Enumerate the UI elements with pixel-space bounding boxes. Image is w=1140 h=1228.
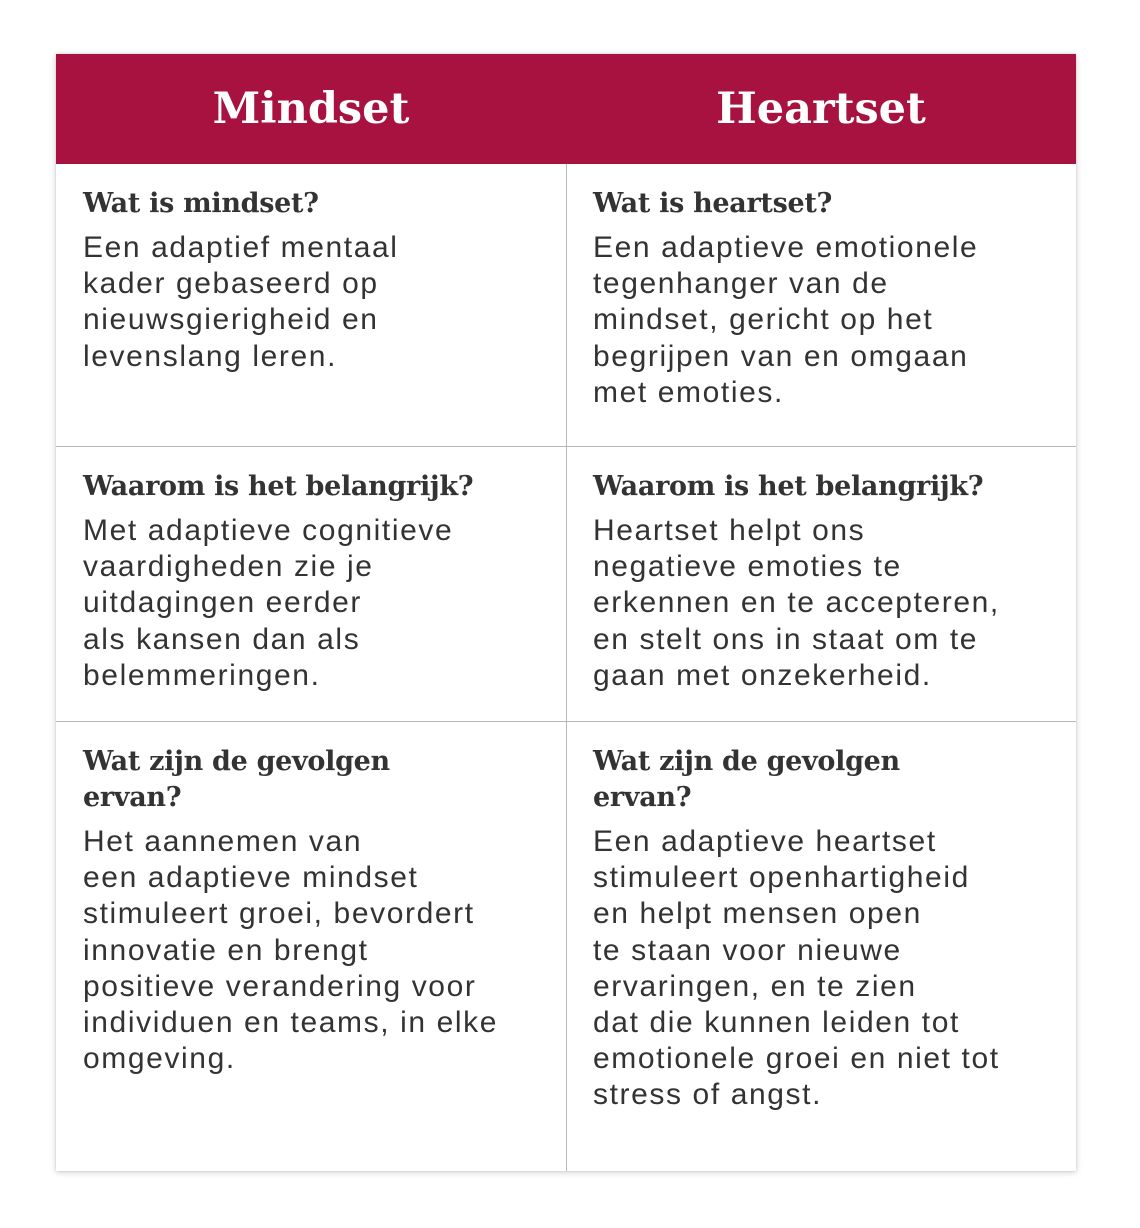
cell-question: Wat is mindset? [83,188,319,219]
column-heading-heartset: Heartset [716,84,926,134]
cell-question: Wat is heartset? [593,188,833,219]
mindset-cell-what [83,186,543,375]
cell-question: Wat zijn de gevolgen ervan? [83,746,390,813]
column-divider [566,164,567,1171]
cell-question: Waarom is het belangrijk? [593,471,984,502]
row-divider [56,721,1076,722]
cell-question: Wat zijn de gevolgen ervan? [593,746,900,813]
mindset-cell-why [83,469,543,694]
table-header [56,54,1076,164]
cell-answer: Een adaptief mentaal kader gebaseerd op nieuwsgierigheid en levenslang leren. [83,231,399,373]
cell-answer: Een adaptieve heartset stimuleert openhartigheid en helpt mensen open te staan voor nieuwe ervaringen, en te zien dat die kunnen leiden tot emotionele groei en niet tot stress of angst. [593,825,1000,1112]
cell-answer: Het aannemen van een adaptieve mindset stimuleert groei, bevordert innovatie en brengt positieve verandering voor individuen en teams, in elke omgeving. [83,825,499,1076]
comparison-table [56,54,1076,1171]
heartset-cell-what [593,186,1053,411]
cell-answer: Met adaptieve cognitieve vaardigheden zie je uitdagingen eerder als kansen dan als belemmeringen. [83,514,454,692]
row-divider [56,446,1076,447]
column-heading-mindset: Mindset [212,84,410,134]
heartset-cell-why [593,469,1053,694]
cell-answer: Een adaptieve emotionele tegenhanger van de mindset, gericht op het begrijpen van en omgaan met emoties. [593,231,979,409]
cell-question: Waarom is het belangrijk? [83,471,474,502]
cell-answer: Heartset helpt ons negatieve emoties te erkennen en te accepteren, en stelt ons in staat om te gaan met onzekerheid. [593,514,1000,692]
heartset-cell-consequences [593,744,1053,1114]
mindset-cell-consequences [83,744,543,1077]
